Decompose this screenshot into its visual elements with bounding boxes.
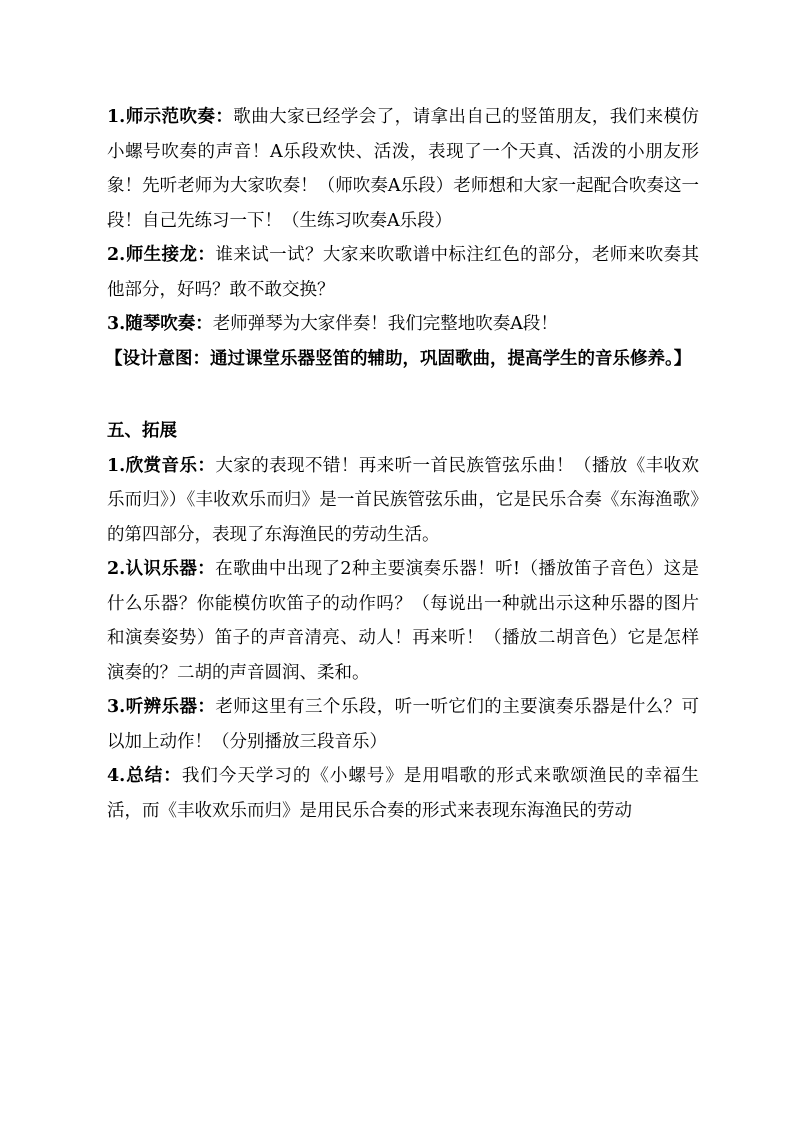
- paragraph-accompany: [107, 307, 699, 342]
- paragraph-text: 大家的表现不错！再来听一首民族管弦乐曲！（播放《丰收欢乐而归》）《丰收欢乐而归》是一首民族管弦乐曲，它是民乐合奏《东海渔歌》的第四部分，表现了东海渔民的劳动生活。: [107, 455, 699, 545]
- paragraph-text: 在歌曲中出现了2种主要演奏乐器！听!（播放笛子音色）这是什么乐器？你能模仿吹笛子的动作吗？（每说出一种就出示这种乐器的图片和演奏姿势）笛子的声音清亮、动人！再来听！（播放二胡音色）它是怎样演奏的？二胡的声音圆润、柔和。: [107, 559, 699, 683]
- paragraph-lead: 1.欣赏音乐：: [107, 455, 216, 476]
- paragraph-text: 老师弹琴为大家伴奏！我们完整地吹奏A段！: [212, 314, 558, 334]
- paragraph-teacher-demo: [107, 100, 699, 238]
- paragraph-lead: 3.随琴吹奏：: [107, 314, 213, 334]
- paragraph-lead: 3.听辨乐器：: [107, 697, 216, 717]
- paragraph-relay: [107, 238, 699, 307]
- paragraph-text: 歌曲大家已经学会了，请拿出自己的竖笛朋友，我们来模仿小螺号吹奏的声音！A乐段欢快、活泼，表现了一个天真、活泼的小朋友形象！先听老师为大家吹奏！（师吹奏A乐段）老师想和大家一起配合吹奏这一段！自己先练习一下！（生练习吹奏A乐段）: [107, 107, 699, 231]
- paragraph-text: 我们今天学习的《小螺号》是用唱歌的形式来歌颂渔民的幸福生活，而《丰收欢乐而归》是用民乐合奏的形式来表现东海渔民的劳动: [107, 766, 700, 821]
- paragraph-identify-instruments: [107, 690, 699, 759]
- paragraph-lead: 4.总结：: [107, 766, 182, 786]
- section-gap: [107, 376, 699, 414]
- document-page: [107, 100, 699, 828]
- paragraph-appreciate-music: [107, 449, 699, 553]
- design-intent-note: 【设计意图：通过课堂乐器竖笛的辅助，巩固歌曲，提高学生的音乐修养。】: [105, 348, 692, 369]
- paragraph-lead: 2.师生接龙：: [107, 245, 216, 265]
- paragraph-lead: 2.认识乐器：: [107, 559, 216, 579]
- paragraph-summary: [107, 759, 699, 828]
- section-title-extension: 五、拓展: [107, 421, 177, 441]
- paragraph-text: 谁来试一试？大家来吹歌谱中标注红色的部分，老师来吹奏其他部分，好吗？敢不敢交换？: [107, 245, 699, 300]
- paragraph-text: 老师这里有三个乐段，听一听它们的主要演奏乐器是什么？可以加上动作！（分别播放三段音乐）: [107, 697, 699, 752]
- paragraph-know-instruments: [107, 552, 699, 690]
- paragraph-lead: 1.师示范吹奏：: [107, 107, 234, 127]
